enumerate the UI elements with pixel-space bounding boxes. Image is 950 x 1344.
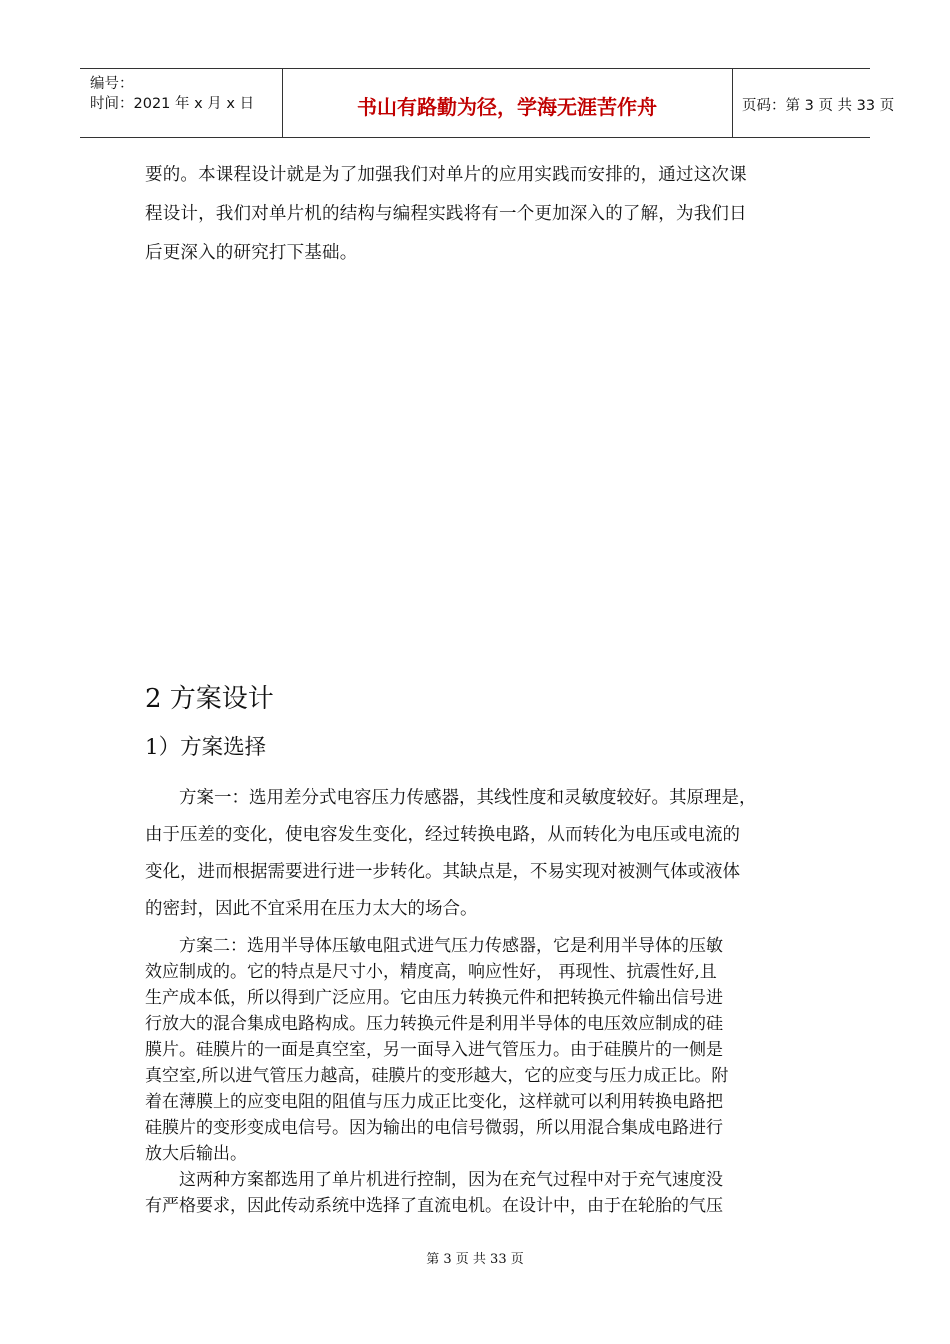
scheme1-line: 由于压差的变化，使电容发生变化，经过转换电路，从而转化为电压或电流的 xyxy=(145,825,740,845)
scheme1-line: 变化，进而根据需要进行进一步转化。其缺点是，不易实现对被测气体或液体 xyxy=(145,862,740,882)
header-meta-cell xyxy=(80,69,283,137)
intro-line: 程设计，我们对单片机的结构与编程实践将有一个更加深入的了解，为我们日 xyxy=(145,204,747,224)
header-page-info: 页码：第 3 页 共 33 页 xyxy=(742,98,895,114)
header-motto: 书山有路勤为径，学海无涯苦作舟 xyxy=(357,95,657,119)
scheme1-line: 的密封，因此不宜采用在压力太大的场合。 xyxy=(145,899,478,919)
page-footer: 第 3 页 共 33 页 xyxy=(426,1252,524,1267)
document-date: 时间：2021 年 x 月 x 日 xyxy=(90,96,255,112)
scheme2-line: 着在薄膜上的应变电阻的阻值与压力成正比变化，这样就可以利用转换电路把 xyxy=(145,1092,723,1112)
intro-line: 要的。本课程设计就是为了加强我们对单片的应用实践而安排的，通过这次课 xyxy=(145,165,747,185)
scheme2-line: 有严格要求，因此传动系统中选择了直流电机。在设计中，由于在轮胎的气压 xyxy=(145,1196,723,1216)
intro-line: 后更深入的研究打下基础。 xyxy=(145,243,358,263)
scheme2-line: 行放大的混合集成电路构成。压力转换元件是利用半导体的电压效应制成的硅 xyxy=(145,1014,723,1034)
header-page-cell xyxy=(732,69,895,137)
subsection-title: 1）方案选择 xyxy=(145,735,267,760)
section-title: 2 方案设计 xyxy=(145,684,274,714)
scheme2-line: 真空室,所以进气管压力越高，硅膜片的变形越大，它的应变与压力成正比。附 xyxy=(145,1066,729,1086)
scheme2-line: 硅膜片的变形变成电信号。因为输出的电信号微弱，所以用混合集成电路进行 xyxy=(145,1118,723,1138)
scheme2-line: 生产成本低，所以得到广泛应用。它由压力转换元件和把转换元件输出信号进 xyxy=(145,988,723,1008)
scheme2-line: 这两种方案都选用了单片机进行控制，因为在充气过程中对于充气速度没 xyxy=(179,1170,723,1190)
document-number-label: 编号： xyxy=(90,76,134,92)
page-header xyxy=(80,68,895,138)
scheme2-line: 效应制成的。它的特点是尺寸小，精度高，响应性好， 再现性、抗震性好,且 xyxy=(145,962,717,982)
scheme2-line: 方案二：选用半导体压敏电阻式进气压力传感器，它是利用半导体的压敏 xyxy=(179,936,723,956)
scheme2-line: 膜片。硅膜片的一面是真空室，另一面导入进气管压力。由于硅膜片的一侧是 xyxy=(145,1040,723,1060)
scheme2-line: 放大后输出。 xyxy=(145,1144,247,1164)
header-motto-cell xyxy=(282,69,733,137)
scheme1-line: 方案一：选用差分式电容压力传感器，其线性度和灵敏度较好。其原理是， xyxy=(179,788,757,808)
